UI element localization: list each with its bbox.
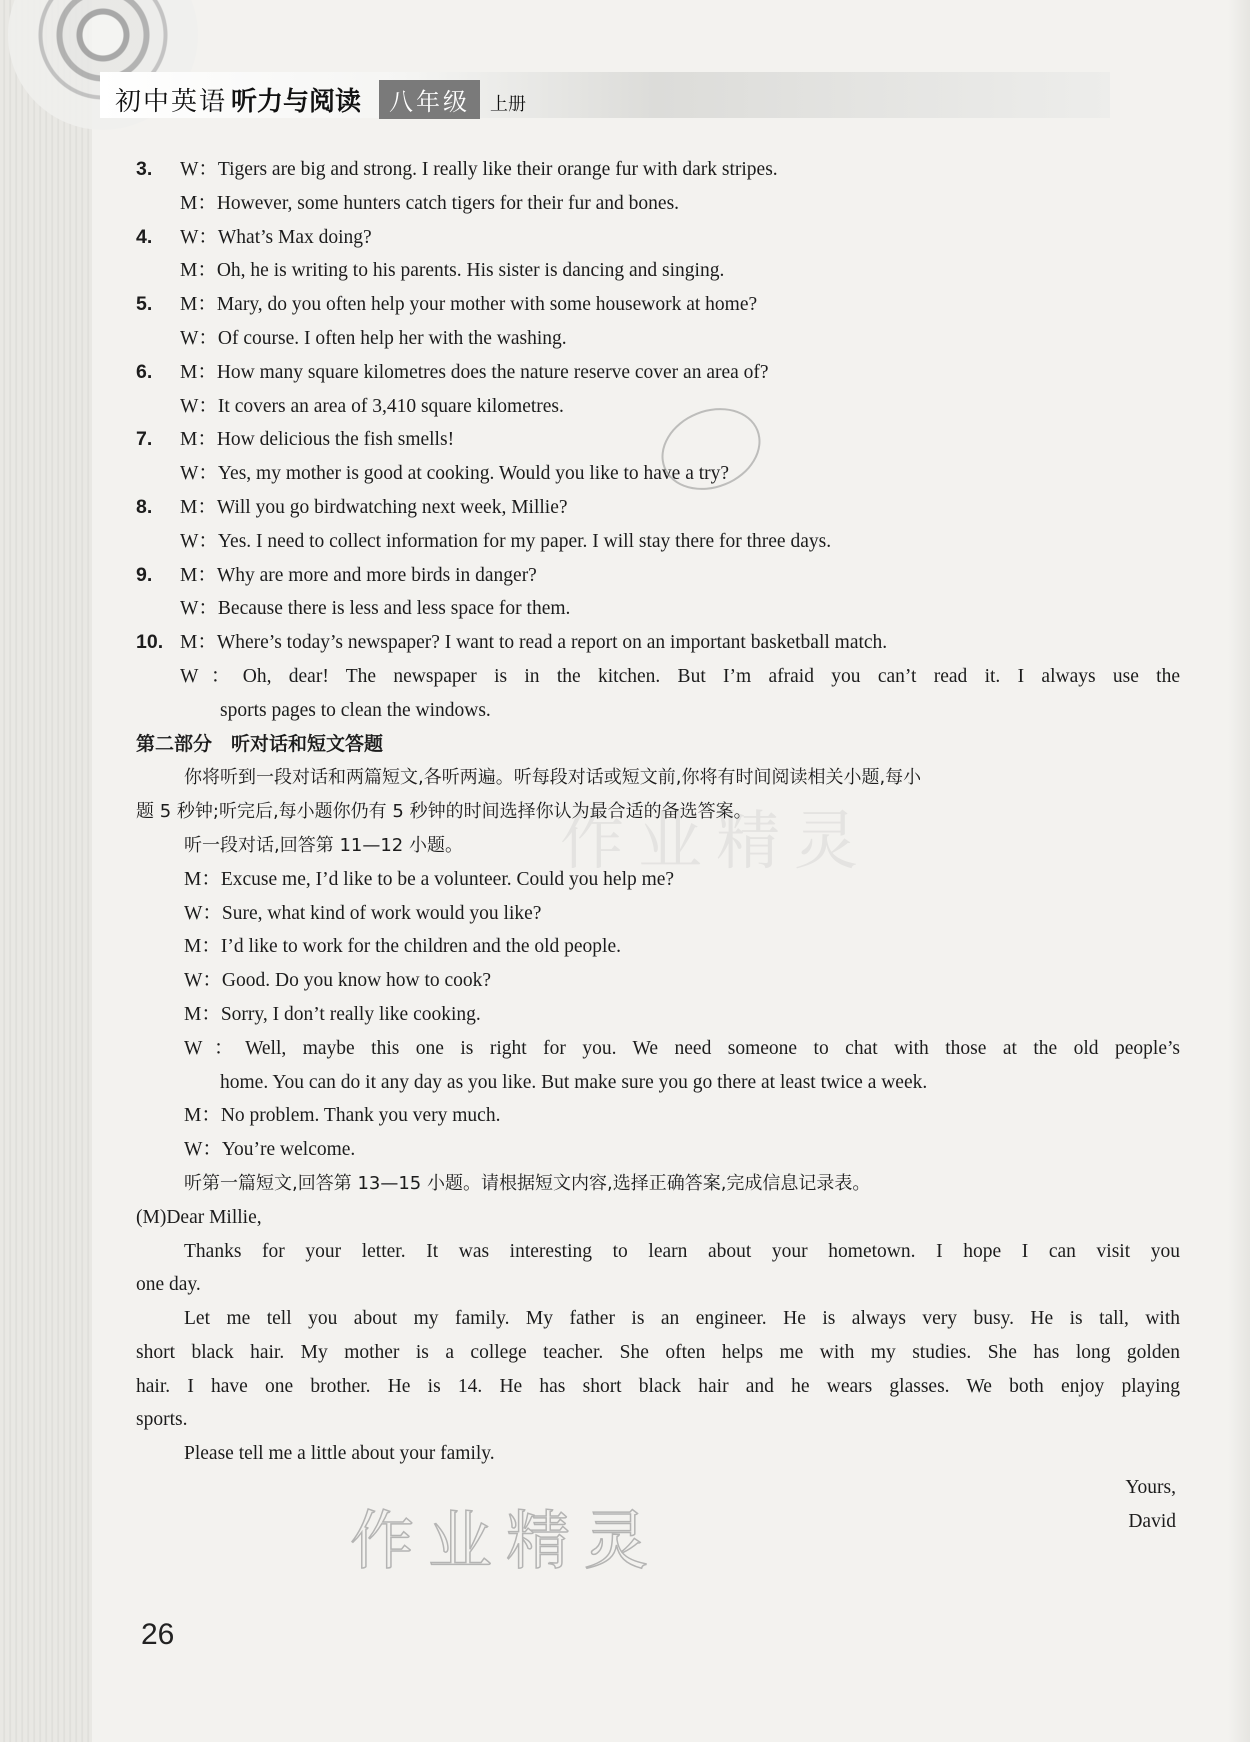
- dialogue-text: sports pages to clean the windows.: [220, 699, 491, 721]
- dialogue-text: M：Where’s today’s newspaper? I want to read a report on an important basketball match.: [180, 632, 888, 654]
- dialogue-text: W：Tigers are big and strong. I really like their orange fur with dark stripes.: [180, 159, 778, 180]
- dialogue-text: M：How delicious the fish smells!: [180, 429, 455, 451]
- dialogue-text: W：Oh, dear! The newspaper is in the kitchen. But I’m afraid you can’t read it. I always use the: [180, 665, 1180, 687]
- letter-paragraph-2-line2: short black hair. My mother is a college teacher. She often helps me with my studies. She has long golden: [136, 1341, 1180, 1363]
- book-header: [115, 80, 526, 120]
- dialogue-3-line-a: [136, 153, 1180, 187]
- section-2-dialogue-line: W：Good. Do you know how to cook?: [184, 970, 492, 992]
- dialogue-intro: 听一段对话,回答第 11—12 小题。: [184, 834, 463, 856]
- dialogue-text: W：Because there is less and less space for them.: [180, 598, 571, 620]
- letter-closing: Yours,: [1125, 1477, 1176, 1499]
- header-grade-badge: 八年级: [379, 80, 480, 119]
- item-number: 10.: [136, 631, 164, 654]
- section-2-dialogue-line: M：Sorry, I don’t really like cooking.: [184, 1003, 481, 1025]
- letter-salutation: (M)Dear Millie,: [136, 1206, 262, 1228]
- dialogue-10-line-a: [136, 626, 1180, 660]
- dialogue-text: M：How many square kilometres does the nature reserve cover an area of?: [180, 361, 769, 383]
- dialogue-text: W：Yes. I need to collect information for my paper. I will stay there for three days.: [180, 530, 832, 552]
- section-2-title: 第二部分 听对话和短文答题: [136, 732, 384, 755]
- dialogue-text: W：Of course. I often help her with the washing.: [180, 327, 567, 349]
- dialogue-4-line-b: [136, 254, 1180, 288]
- letter-paragraph-1-line1: Thanks for your letter. It was interesting to learn about your hometown. I hope I can visit you: [184, 1240, 1180, 1262]
- section-2-instruction-line2: 题 5 秒钟;听完后,每小题你仍有 5 秒钟的时间选择你认为最合适的备选答案。: [136, 801, 752, 823]
- page-edge-left: [0, 0, 92, 1742]
- letter-paragraph-2-line3: hair. I have one brother. He is 14. He has short black hair and he wears glasses. We both enjoy playing: [136, 1375, 1180, 1397]
- dialogue-8-line-b: [136, 525, 1180, 559]
- letter-paragraph-1-line2: one day.: [136, 1274, 201, 1296]
- dialogue-text: M：Oh, he is writing to his parents. His sister is dancing and singing.: [180, 260, 725, 282]
- item-number: 6.: [136, 360, 153, 383]
- section-2-dialogue-long-line1: W：Well, maybe this one is right for you. We need someone to chat with those at the old people’s: [184, 1037, 1180, 1059]
- dialogue-3-line-b: [136, 187, 1180, 221]
- dialogue-6-line-a: [136, 356, 1180, 390]
- section-2-dialogue-line: W：You’re welcome.: [184, 1139, 356, 1161]
- dialogue-4-line-a: [136, 221, 1180, 255]
- dialogue-text: W：It covers an area of 3,410 square kilometres.: [180, 395, 564, 417]
- letter-paragraph-2-line4: sports.: [136, 1409, 188, 1431]
- dialogue-text: M：However, some hunters catch tigers for their fur and bones.: [180, 192, 680, 214]
- faint-watermark-mid: 作业精灵: [560, 805, 872, 879]
- letter-signature: David: [1128, 1510, 1176, 1532]
- section-2-instruction-line1: 你将听到一段对话和两篇短文,各听两遍。听每段对话或短文前,你将有时间阅读相关小题,每小: [184, 767, 922, 789]
- dialogue-9-line-b: [136, 592, 1180, 626]
- page-number: 26: [141, 1618, 175, 1651]
- dialogue-10-line-c: [136, 694, 1180, 728]
- section-2-dialogue-line: M：Excuse me, I’d like to be a volunteer. Could you help me?: [184, 868, 675, 890]
- dialogue-5-line-a: [136, 288, 1180, 322]
- header-volume: 上册: [490, 94, 527, 115]
- letter-paragraph-2-line1: Let me tell you about my family. My father is an engineer. He is always very busy. He is tall, with: [184, 1308, 1180, 1330]
- dialogue-text: W：Yes, my mother is good at cooking. Would you like to have a try?: [180, 463, 730, 485]
- watermark-text: 作业精灵: [350, 1505, 662, 1579]
- item-number: 4.: [136, 225, 153, 248]
- dialogue-7-line-b: [136, 457, 1180, 491]
- header-title-part1: 初中英语: [115, 87, 228, 117]
- item-number: 5.: [136, 293, 153, 316]
- passage-intro: 听第一篇短文,回答第 13—15 小题。请根据短文内容,选择正确答案,完成信息记录表。: [184, 1172, 871, 1194]
- dialogue-5-line-b: [136, 322, 1180, 356]
- section-2-dialogue-line: W：Sure, what kind of work would you like?: [184, 902, 542, 924]
- item-number: 3.: [136, 158, 153, 180]
- header-title-part2: 听力与阅读: [231, 87, 362, 117]
- section-2-dialogue-long-line2: home. You can do it any day as you like. But make sure you go there at least twice a week.: [220, 1071, 928, 1093]
- item-number: 7.: [136, 428, 153, 451]
- section-2-dialogue-line: M：I’d like to work for the children and the old people.: [184, 936, 622, 958]
- dialogue-text: W：What’s Max doing?: [180, 226, 372, 248]
- dialogue-text: M：Will you go birdwatching next week, Millie?: [180, 496, 568, 518]
- item-number: 8.: [136, 495, 153, 518]
- dialogue-6-line-b: [136, 390, 1180, 424]
- section-2-dialogue-line: M：No problem. Thank you very much.: [184, 1105, 501, 1127]
- dialogue-8-line-a: [136, 491, 1180, 525]
- letter-paragraph-3: Please tell me a little about your family.: [184, 1443, 495, 1465]
- dialogue-10-line-b: [136, 660, 1180, 694]
- dialogue-text: M：Mary, do you often help your mother with some housework at home?: [180, 294, 758, 316]
- dialogue-text: M：Why are more and more birds in danger?: [180, 564, 537, 586]
- item-number: 9.: [136, 563, 153, 586]
- page-edge-right: [1228, 0, 1250, 1742]
- dialogue-7-line-a: [136, 423, 1180, 457]
- dialogue-9-line-a: [136, 559, 1180, 593]
